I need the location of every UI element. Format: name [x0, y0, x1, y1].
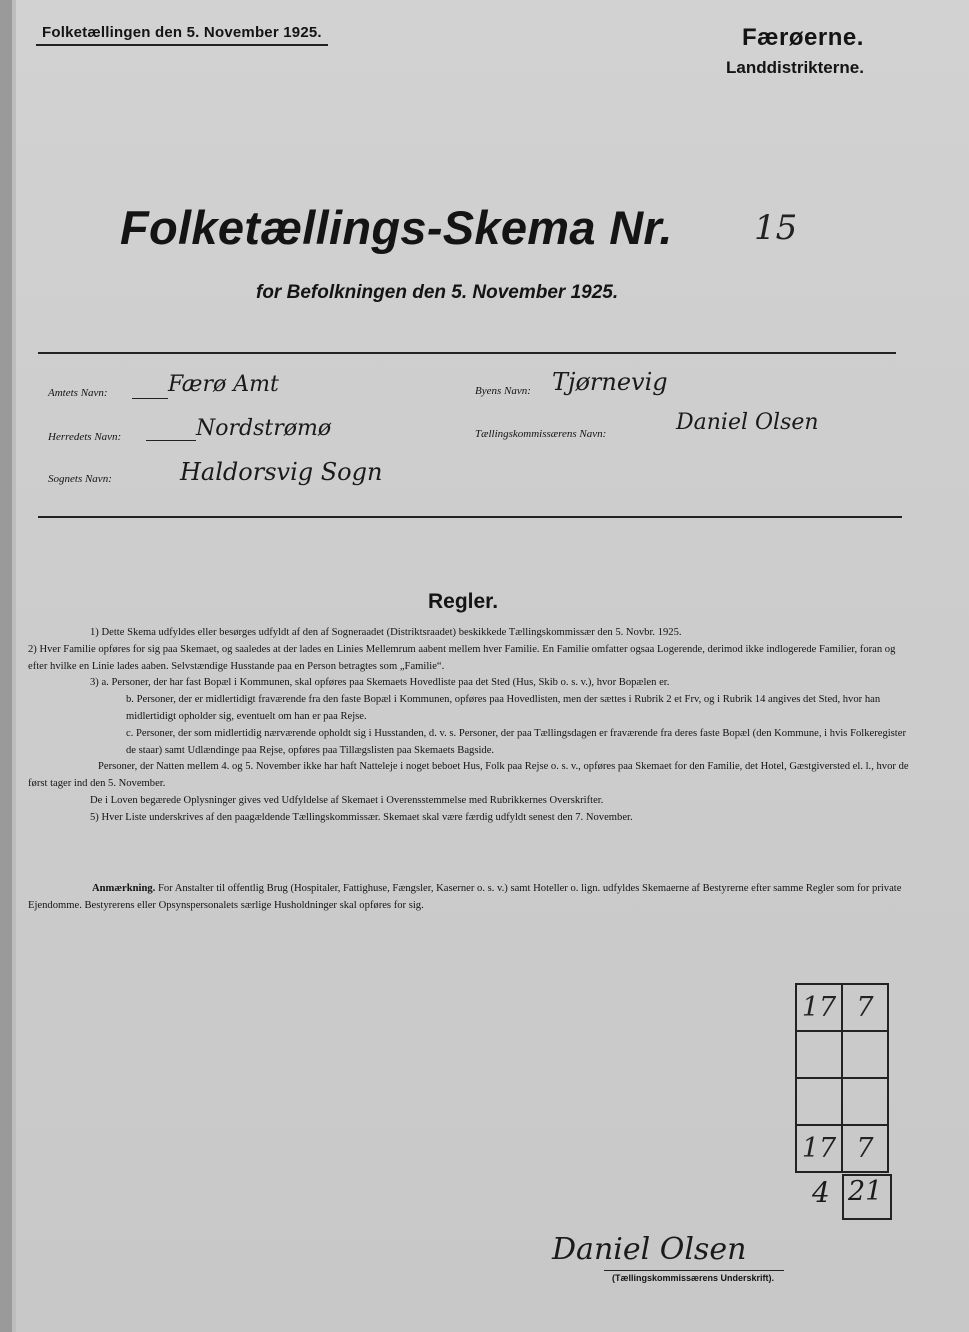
herred-dash: [146, 440, 196, 441]
tally-cell: 17: [796, 984, 842, 1031]
amt-label: Amtets Navn:: [48, 387, 108, 399]
district-type-label: Landdistrikterne.: [726, 58, 864, 77]
rule-3c: c. Personer, der som midlertidig nærværende opholdt sig i Husstanden, d. v. s. Personer, der paa Tællingsdagen er fraværende fra deres faste Bopæl (den Kommune, i hvis Folkeregister de staar) samt Udlændinge paa Rejse, opføres paa Tillægslisten paa Skemaets Bagside.: [126, 727, 906, 756]
tally-cell: 7: [842, 984, 888, 1031]
herred-value: Nordstrømø: [196, 416, 332, 441]
by-label: Byens Navn:: [475, 385, 531, 397]
tally-below-right: 21: [848, 1176, 883, 1207]
tally-cell: 17: [796, 1125, 842, 1172]
field-block-bottom-rule: [38, 516, 902, 518]
rule-1: 1) Dette Skema udfyldes eller besørges udfyldt af den af Sogneraadet (Distriktsraadet) beskikkede Tællingskommissær den 5. Novbr. 1925.: [90, 627, 682, 638]
tally-cell: [796, 1031, 842, 1078]
note-text: For Anstalter til offentlig Brug (Hospitaler, Fattighuse, Fængsler, Kaserner o. s. v.) samt Hoteller o. lign. udfyldes Skemaerne af Bestyrerne efter samme Regler som for private Ejendomme. Bestyrerens eller Opsynspersonalets særlige Husholdninger skal opføres for sig.: [28, 883, 902, 911]
rules-heading: Regler.: [428, 590, 499, 613]
region-label: Færøerne.: [742, 24, 864, 51]
signature-handwritten: Daniel Olsen: [552, 1232, 747, 1267]
form-number: 15: [754, 208, 798, 248]
commissioner-value: Daniel Olsen: [676, 410, 819, 435]
form-subtitle: for Befolkningen den 5. November 1925.: [256, 282, 619, 303]
rule-4: De i Loven begærede Oplysninger gives ved Udfyldelse af Skemaet i Overensstemmelse med Rubrikkernes Overskrifter.: [90, 794, 604, 806]
tally-below-left: 4: [812, 1176, 830, 1209]
tally-cell: 7: [842, 1125, 888, 1172]
census-label: Folketællingen den 5. November 1925.: [36, 24, 328, 46]
rule-5: 5) Hver Liste underskrives af den paagældende Tællingskommissær. Skemaet skal være færdig udfyldt senest den 7. November.: [90, 811, 633, 823]
rule-3b: b. Personer, der er midlertidigt fraværende fra den faste Bopæl i Kommunen, opføres paa Hovedlisten, men der sættes i Rubrik 2 et Frv, og i Rubrik 14 angives det Sted, hvor han midlertidigt opholder sig, eventuelt om han er paa Rejse.: [126, 694, 881, 722]
scan-edge: [0, 0, 12, 1332]
signature-caption: (Tællingskommissærens Underskrift).: [612, 1273, 775, 1283]
sogn-label: Sognets Navn:: [48, 473, 112, 485]
commissioner-label: Tællingskommissærens Navn:: [475, 428, 607, 440]
field-block-top-rule: [38, 352, 896, 354]
herred-label: Herredets Navn:: [48, 431, 122, 443]
rules-text: [28, 625, 910, 827]
amt-dash: [132, 398, 168, 399]
by-value: Tjørnevig: [552, 368, 668, 396]
note-label: Anmærkning.: [92, 883, 156, 894]
tally-table: [795, 983, 889, 1173]
rule-2: 2) Hver Familie opføres for sig paa Skemaet, og saaledes at der lades en Linies Mellemrum aabent mellem hver Familie. En Familie omfatter ogsaa Logerende, derimod ikke indlogerede Familier, foran og efter hvilke en Linie lades aaben. Selvstændige Husstande paa en Person betragtes som „Familie“.: [28, 643, 896, 672]
scan-edge-inner: [12, 0, 16, 1332]
sogn-value: Haldorsvig Sogn: [180, 458, 383, 486]
note-paragraph: [28, 880, 910, 914]
form-title: Folketællings-Skema Nr.: [120, 201, 673, 254]
amt-value: Færø Amt: [168, 372, 279, 397]
rule-3a: 3) a. Personer, der har fast Bopæl i Kommunen, skal opføres paa Skemaets Hovedliste paa det Sted (Hus, Skib o. s. v.), hvor Bopælen er.: [90, 677, 670, 689]
rule-3d: Personer, der Natten mellem 4. og 5. November ikke har haft Natteleje i noget beboet Hus, Folk paa Rejse o. s. v., opføres paa Skemaet for den Familie, det Hotel, Gæstgiversted el. l., hvor de først tager ind den 5. November.: [28, 761, 909, 790]
tally-cell: [842, 1031, 888, 1078]
tally-cell: [842, 1078, 888, 1125]
signature-line: [604, 1270, 784, 1271]
tally-cell: [796, 1078, 842, 1125]
